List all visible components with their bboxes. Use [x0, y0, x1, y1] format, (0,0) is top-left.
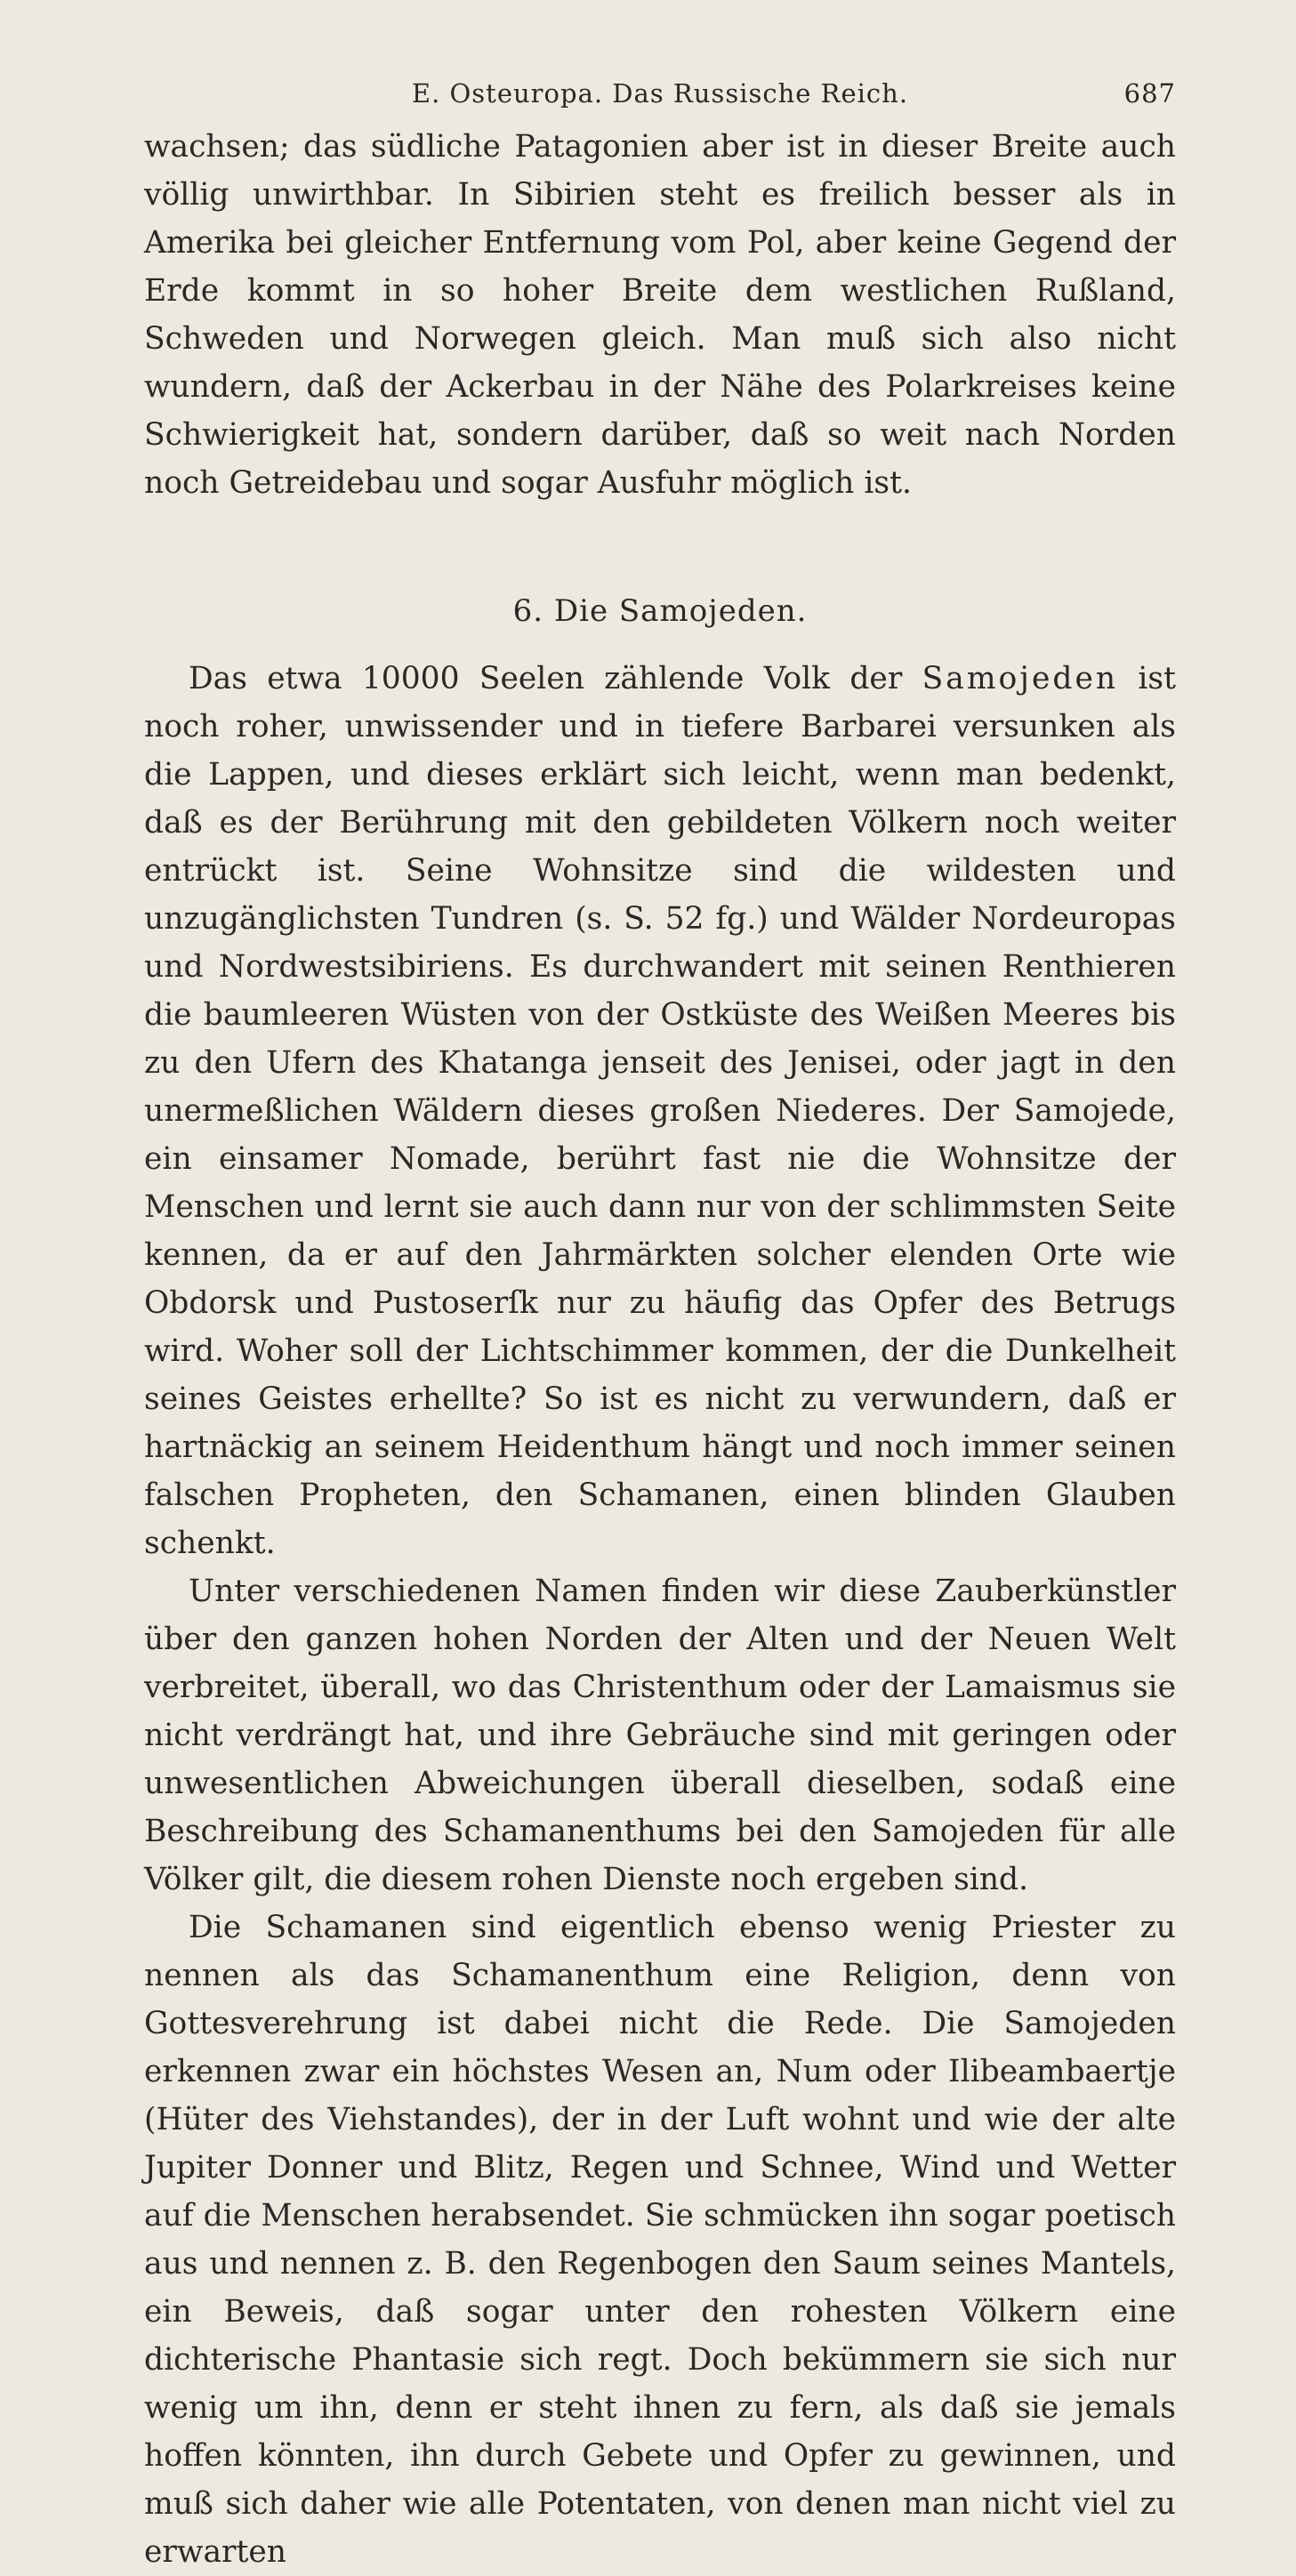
running-title: E. Osteuropa. Das Russische Reich.	[411, 78, 909, 109]
paragraph-continuation: wachsen; das südliche Patagonien aber ist in dieser Breite auch völlig unwirthbar. In Sibirien steht es freilich besser als in Amerika bei gleicher Entfernung vom Pol, aber keine Gegend der Erde kommt in so hoher Breite dem westlichen Rußland, Schweden und Norwegen gleich. Man muß sich also nicht wundern, daß der Ackerbau in der Nähe des Polarkreises keine Schwierigkeit hat, sondern darüber, daß so weit nach Norden noch Getreidebau und sogar Ausfuhr möglich ist.	[144, 129, 1176, 501]
people-name: Samojeden	[922, 661, 1119, 696]
paragraph-zauberkuenstler: Unter verschiedenen Namen finden wir diese Zauberkünstler über den ganzen hohen Norden der Alten und der Neuen Welt verbreitet, überall, wo das Christenthum oder der Lamaismus sie nicht verdrängt hat, und ihre Gebräuche sind mit geringen oder unwesentlichen Abweichungen überall dieselben, sodaß eine Beschreibung des Schamanenthums bei den Samojeden für alle Völker gilt, die diesem rohen Dienste noch ergeben sind.	[144, 1574, 1176, 1897]
paragraph-schamanen: Die Schamanen sind eigentlich ebenso wenig Priester zu nennen als das Schamanenthum eine Religion, denn von Gottesverehrung ist dabei nicht die Rede. Die Samojeden erkennen zwar ein höchstes Wesen an, Num oder Ilibeambaertje (Hüter des Viehstandes), der in der Luft wohnt und wie der alte Jupiter Donner und Blitz, Regen und Schnee, Wind und Wetter auf die Menschen herabsendet. Sie schmücken ihn sogar poetisch aus und nennen z. B. den Regenbogen den Saum seines Mantels, ein Beweis, daß sogar unter den rohesten Völkern eine dichterische Phantasie sich regt. Doch bekümmern sie sich nur wenig um ihn, denn er steht ihnen zu fern, als daß sie jemals hoffen könnten, ihn durch Gebete und Opfer zu gewinnen, und muß sich daher wie alle Potentaten, von denen man nicht viel zu erwarten	[144, 1910, 1176, 2570]
paragraph-samojeden	[144, 655, 1176, 1567]
running-header	[144, 78, 1176, 123]
paragraph-text: Das etwa 10000 Seelen zählende Volk der	[189, 661, 922, 696]
body-text	[144, 123, 1176, 2576]
section-title: 6. Die Samojeden.	[512, 593, 808, 629]
page-number: 687	[1123, 78, 1176, 109]
paragraph-text: ist noch roher, unwissender und in tiefere Barbarei versunken als die Lappen, und dieses erklärt sich leicht, wenn man bedenkt, daß es der Berührung mit den gebildeten Völkern noch weiter entrückt ist. Seine Wohnsitze sind die wildesten und unzugänglichsten Tundren (s. S. 52 fg.) und Wälder Nordeuropas und Nordwestsibiriens. Es durchwandert mit seinen Renthieren die baumleeren Wüsten von der Ostküste des Weißen Meeres bis zu den Ufern des Khatanga jenseit des Jenisei, oder jagt in den unermeßlichen Wäldern dieses großen Niederes. Der Samojede, ein einsamer Nomade, berührt fast nie die Wohnsitze der Menschen und lernt sie auch dann nur von der schlimmsten Seite kennen, da er auf den Jahrmärkten solcher elenden Orte wie Obdorsk und Pustoserſk nur zu häufig das Opfer des Betrugs wird. Woher soll der Lichtschimmer kommen, der die Dunkelheit seines Geistes erhellte? So ist es nicht zu verwundern, daß er hartnäckig an seinem Heidenthum hängt und noch immer seinen falschen Propheten, den Schamanen, einen blinden Glauben schenkt.	[144, 661, 1177, 1561]
